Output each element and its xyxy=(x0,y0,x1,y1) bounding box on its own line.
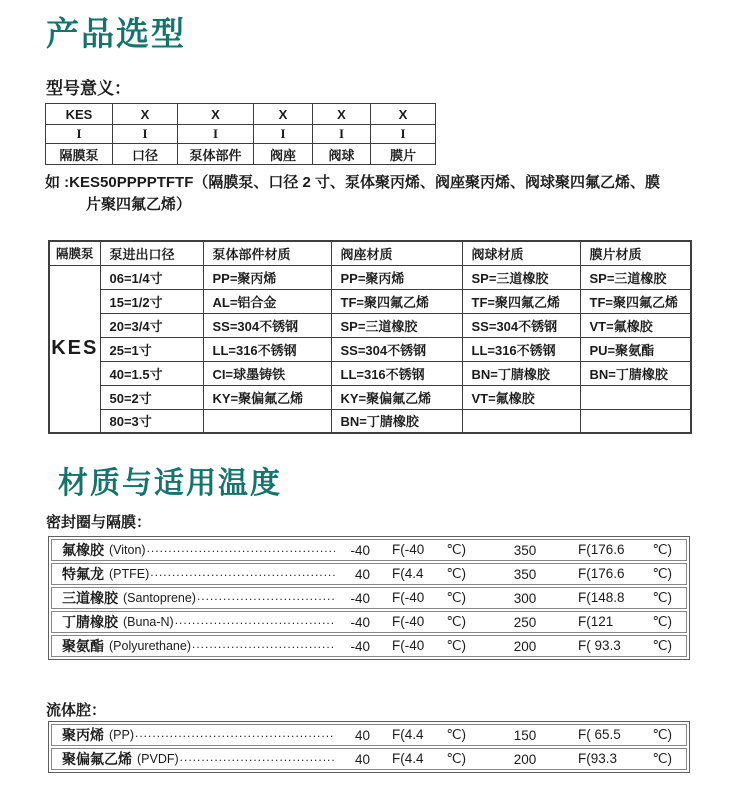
table-cell: SS=304不锈钢 xyxy=(203,313,331,337)
page-title: 产品选型 xyxy=(46,15,186,52)
model-example-text xyxy=(45,172,660,216)
table-cell: 15=1/2寸 xyxy=(100,289,203,313)
celsius-unit: ℃) xyxy=(446,638,466,653)
max-temp-f: 250 xyxy=(513,614,537,630)
celsius-text: F( 93.3 xyxy=(578,638,621,653)
min-temp-f: -40 xyxy=(350,638,370,654)
seals-temperature-table xyxy=(48,536,690,660)
dotted-leader xyxy=(150,565,335,583)
celsius-unit: ℃) xyxy=(652,751,672,766)
material-name: 特氟龙 xyxy=(62,566,104,582)
table-cell: LL=316不锈钢 xyxy=(331,361,462,385)
table-cell: TF=聚四氟乙烯 xyxy=(331,289,462,313)
table-cell: 80=3寸 xyxy=(100,409,203,433)
celsius-text: F( 65.5 xyxy=(578,727,621,742)
min-temp-f: 40 xyxy=(354,751,370,767)
column-header: 泵进出口径 xyxy=(100,241,203,265)
model-cell: 阀球 xyxy=(313,144,371,165)
material-name-en: (Viton) xyxy=(109,543,146,557)
table-row xyxy=(49,361,691,385)
column-header: 阀座材质 xyxy=(331,241,462,265)
column-header: 阀球材质 xyxy=(462,241,580,265)
celsius-text: F(4.4 xyxy=(392,727,424,742)
material-name-en: (Buna-N) xyxy=(123,615,174,629)
temp-row xyxy=(51,611,687,633)
table-cell: 25=1寸 xyxy=(100,337,203,361)
table-row xyxy=(49,265,691,289)
series-cell: KES xyxy=(49,265,100,433)
celsius-unit: ℃) xyxy=(446,751,466,766)
table-cell: BN=丁腈橡胶 xyxy=(331,409,462,433)
table-cell: SP=三道橡胶 xyxy=(580,265,691,289)
model-cell: X xyxy=(313,104,371,125)
max-temp-c xyxy=(578,542,672,558)
model-cell: I xyxy=(313,125,371,144)
celsius-text: F(-40 xyxy=(392,590,425,605)
table-cell: 06=1/4寸 xyxy=(100,265,203,289)
dotted-leader xyxy=(197,589,335,607)
model-meaning-label: 型号意义： xyxy=(46,79,131,98)
material-name: 三道橡胶 xyxy=(62,590,118,606)
celsius-unit: ℃) xyxy=(652,590,672,605)
max-temp-f: 200 xyxy=(513,751,537,767)
max-temp-c xyxy=(578,566,672,582)
table-cell: BN=丁腈橡胶 xyxy=(462,361,580,385)
model-cell: I xyxy=(371,125,436,144)
table-row xyxy=(49,289,691,313)
table-cell: VT=氟橡胶 xyxy=(462,385,580,409)
celsius-unit: ℃) xyxy=(446,542,466,557)
temp-row xyxy=(51,539,687,561)
min-temp-f: 40 xyxy=(354,566,370,582)
table-cell: VT=氟橡胶 xyxy=(580,313,691,337)
table-cell: TF=聚四氟乙烯 xyxy=(580,289,691,313)
celsius-unit: ℃) xyxy=(446,727,466,742)
column-header: 泵体部件材质 xyxy=(203,241,331,265)
celsius-unit: ℃) xyxy=(652,638,672,653)
model-cell: 阀座 xyxy=(254,144,313,165)
celsius-unit: ℃) xyxy=(652,542,672,557)
max-temp-c xyxy=(578,590,672,606)
table-row xyxy=(49,313,691,337)
table-cell xyxy=(203,409,331,433)
table-cell: PU=聚氨酯 xyxy=(580,337,691,361)
example-line-1: 如 :KES50PPPPTFTF（隔膜泵、口径 2 寸、泵体聚丙烯、阀座聚丙烯、阀球聚四氟乙烯、膜 xyxy=(45,174,661,191)
table-cell: LL=316不锈钢 xyxy=(462,337,580,361)
column-header: 隔膜泵 xyxy=(49,241,100,265)
example-line-2: 片聚四氟乙烯） xyxy=(86,196,192,213)
material-name: 聚丙烯 xyxy=(62,727,104,743)
celsius-text: F(-40 xyxy=(392,542,425,557)
celsius-text: F(4.4 xyxy=(392,566,424,581)
selection-table xyxy=(48,240,692,434)
max-temp-c xyxy=(578,751,672,767)
celsius-unit: ℃) xyxy=(652,566,672,581)
table-cell: SP=三道橡胶 xyxy=(462,265,580,289)
table-row xyxy=(49,385,691,409)
min-temp-f: -40 xyxy=(350,614,370,630)
max-temp-f: 150 xyxy=(513,727,537,743)
temp-row xyxy=(51,748,687,770)
celsius-unit: ℃) xyxy=(652,614,672,629)
table-cell: PP=聚丙烯 xyxy=(203,265,331,289)
selection-header-row xyxy=(49,241,691,265)
celsius-text: F(4.4 xyxy=(392,751,424,766)
materials-section-title: 材质与适用温度 xyxy=(58,467,282,500)
model-cell: I xyxy=(113,125,178,144)
material-name: 氟橡胶 xyxy=(62,542,104,558)
min-temp-f: -40 xyxy=(350,542,370,558)
celsius-text: F(176.6 xyxy=(578,542,625,557)
table-cell: AL=铝合金 xyxy=(203,289,331,313)
model-cell: 膜片 xyxy=(371,144,436,165)
temp-row xyxy=(51,724,687,746)
table-cell xyxy=(580,409,691,433)
model-code-table xyxy=(45,103,436,165)
min-temp-c xyxy=(392,566,466,582)
dotted-leader xyxy=(135,726,335,744)
table-cell xyxy=(462,409,580,433)
table-cell: SS=304不锈钢 xyxy=(462,313,580,337)
table-cell: KY=聚偏氟乙烯 xyxy=(203,385,331,409)
dotted-leader xyxy=(147,541,335,559)
material-name-en: (PP) xyxy=(109,728,134,742)
min-temp-f: 40 xyxy=(354,727,370,743)
column-header: 膜片材质 xyxy=(580,241,691,265)
material-name-en: (Santoprene) xyxy=(123,591,196,605)
model-cell: X xyxy=(178,104,254,125)
max-temp-c xyxy=(578,638,672,654)
material-name: 丁腈橡胶 xyxy=(62,614,118,630)
material-name-en: (Polyurethane) xyxy=(109,639,191,653)
min-temp-c xyxy=(392,542,466,558)
model-cell: X xyxy=(371,104,436,125)
max-temp-f: 200 xyxy=(513,638,537,654)
material-name-en: (PVDF) xyxy=(137,752,179,766)
model-cell: I xyxy=(254,125,313,144)
table-cell: PP=聚丙烯 xyxy=(331,265,462,289)
celsius-text: F(-40 xyxy=(392,614,425,629)
model-cell: X xyxy=(254,104,313,125)
fluid-chamber-label: 流体腔： xyxy=(46,702,107,719)
min-temp-c xyxy=(392,590,466,606)
fluid-temperature-table xyxy=(48,721,690,773)
material-name: 聚氨酯 xyxy=(62,638,104,654)
celsius-text: F(176.6 xyxy=(578,566,625,581)
model-legend-row xyxy=(46,144,436,165)
celsius-unit: ℃) xyxy=(446,590,466,605)
model-code-row xyxy=(46,104,436,125)
max-temp-c xyxy=(578,614,672,630)
temp-row xyxy=(51,635,687,657)
max-temp-f: 350 xyxy=(513,566,537,582)
dotted-leader xyxy=(192,637,335,655)
min-temp-c xyxy=(392,727,466,743)
model-cell: X xyxy=(113,104,178,125)
table-cell: KY=聚偏氟乙烯 xyxy=(331,385,462,409)
seals-diaphragm-label: 密封圈与隔膜： xyxy=(46,514,152,531)
model-cell: 口径 xyxy=(113,144,178,165)
celsius-text: F(148.8 xyxy=(578,590,625,605)
min-temp-c xyxy=(392,751,466,767)
table-cell: 20=3/4寸 xyxy=(100,313,203,337)
celsius-unit: ℃) xyxy=(446,614,466,629)
celsius-text: F(121 xyxy=(578,614,614,629)
table-cell: TF=聚四氟乙烯 xyxy=(462,289,580,313)
table-cell: 40=1.5寸 xyxy=(100,361,203,385)
model-cell: I xyxy=(46,125,113,144)
model-cell: KES xyxy=(46,104,113,125)
celsius-unit: ℃) xyxy=(446,566,466,581)
model-cell: 隔膜泵 xyxy=(46,144,113,165)
min-temp-f: -40 xyxy=(350,590,370,606)
model-cell: I xyxy=(178,125,254,144)
max-temp-c xyxy=(578,727,672,743)
table-cell xyxy=(580,385,691,409)
dotted-leader xyxy=(175,613,335,631)
celsius-unit: ℃) xyxy=(652,727,672,742)
material-name-en: (PTFE) xyxy=(109,567,150,581)
table-row xyxy=(49,337,691,361)
temp-row xyxy=(51,587,687,609)
table-row xyxy=(49,409,691,433)
material-name: 聚偏氟乙烯 xyxy=(62,751,132,767)
celsius-text: F(93.3 xyxy=(578,751,618,766)
model-cell: 泵体部件 xyxy=(178,144,254,165)
table-cell: SS=304不锈钢 xyxy=(331,337,462,361)
table-cell: BN=丁腈橡胶 xyxy=(580,361,691,385)
table-cell: LL=316不锈钢 xyxy=(203,337,331,361)
max-temp-f: 300 xyxy=(513,590,537,606)
model-bar-row xyxy=(46,125,436,144)
table-cell: 50=2寸 xyxy=(100,385,203,409)
temp-row xyxy=(51,563,687,585)
min-temp-c xyxy=(392,638,466,654)
table-cell: CI=球墨铸铁 xyxy=(203,361,331,385)
dotted-leader xyxy=(180,750,335,768)
max-temp-f: 350 xyxy=(513,542,537,558)
celsius-text: F(-40 xyxy=(392,638,425,653)
table-cell: SP=三道橡胶 xyxy=(331,313,462,337)
min-temp-c xyxy=(392,614,466,630)
